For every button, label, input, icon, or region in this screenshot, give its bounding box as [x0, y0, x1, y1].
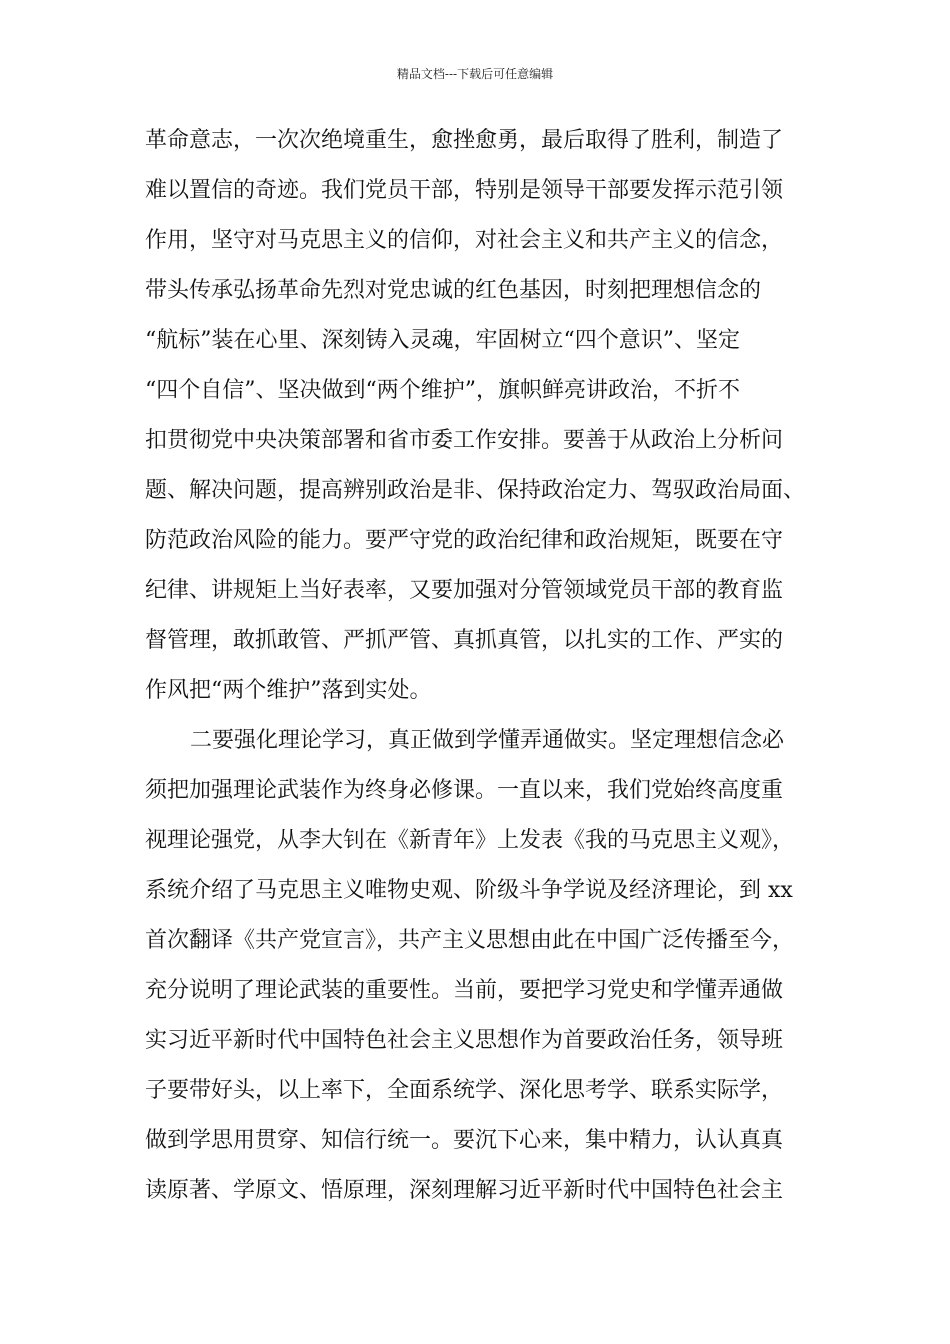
text-line: “航标”装在心里、深刻铸入灵魂，牢固树立“四个意识”、坚定: [145, 328, 740, 353]
text-line: 督管理，敢抓敢管、严抓严管、真抓真管，以扎实的工作、严实的: [145, 628, 784, 653]
text-line: 题、解决问题，提高辨别政治是非、保持政治定力、驾驭政治局面、: [145, 478, 806, 503]
text-line: 充分说明了理论武装的重要性。当前，要把学习党史和学懂弄通做: [145, 978, 784, 1003]
text-line: 防范政治风险的能力。要严守党的政治纪律和政治规矩，既要在守: [145, 528, 784, 553]
text-line: 难以置信的奇迹。我们党员干部，特别是领导干部要发挥示范引领: [145, 178, 784, 203]
page-header: 精品文档---下载后可任意编辑: [396, 67, 554, 81]
text-line: 扣贯彻党中央决策部署和省市委工作安排。要善于从政治上分析问: [145, 428, 784, 453]
text-line: 做到学思用贯穿、知信行统一。要沉下心来，集中精力，认认真真: [145, 1128, 784, 1153]
text-line: 子要带好头，以上率下，全面系统学、深化思考学、联系实际学，: [145, 1078, 784, 1103]
text-line: 系统介绍了马克思主义唯物史观、阶级斗争学说及经济理论，到 xx: [145, 878, 793, 903]
text-line: 读原著、学原文、悟原理，深刻理解习近平新时代中国特色社会主: [145, 1178, 784, 1203]
text-line: 作风把“两个维护”落到实处。: [145, 678, 432, 703]
text-line: 视理论强党，从李大钊在《新青年》上发表《我的马克思主义观》，: [145, 828, 795, 853]
text-line: 带头传承弘扬革命先烈对党忠诚的红色基因，时刻把理想信念的: [145, 278, 762, 303]
text-line: 纪律、讲规矩上当好表率，又要加强对分管领域党员干部的教育监: [145, 578, 784, 603]
text-line: 首次翻译《共产党宣言》，共产主义思想由此在中国广泛传播至今，: [145, 928, 795, 953]
text-line: 实习近平新时代中国特色社会主义思想作为首要政治任务，领导班: [145, 1028, 784, 1053]
paragraph-first-line: 二要强化理论学习，真正做到学懂弄通做实。坚定理想信念必: [190, 728, 785, 753]
text-line: 须把加强理论武装作为终身必修课。一直以来，我们党始终高度重: [145, 778, 784, 803]
text-line: 作用，坚守对马克思主义的信仰，对社会主义和共产主义的信念，: [145, 228, 784, 253]
text-line: “四个自信”、坚决做到“两个维护”，旗帜鲜亮讲政治，不折不: [145, 378, 740, 403]
text-line: 革命意志，一次次绝境重生，愈挫愈勇，最后取得了胜利，制造了: [145, 128, 784, 153]
